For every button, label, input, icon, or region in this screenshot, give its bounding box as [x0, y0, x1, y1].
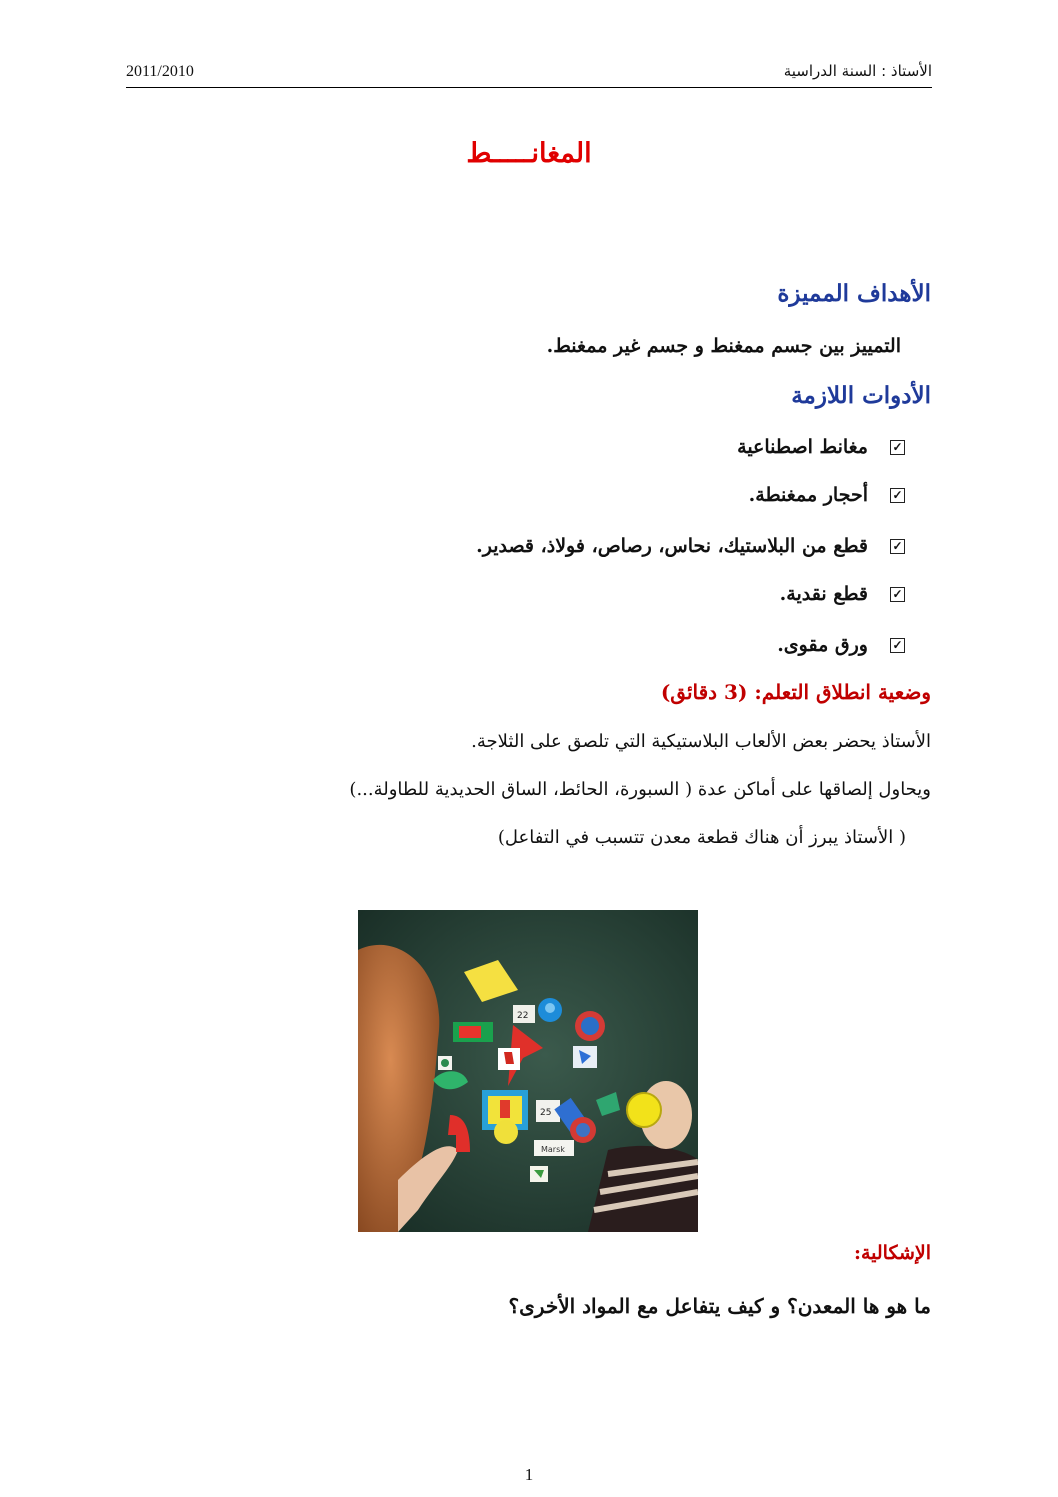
- tool-item: [780, 583, 905, 605]
- checkbox-icon: ✓: [890, 440, 905, 455]
- header-teacher-year: الأستاذ : السنة الدراسية: [783, 62, 932, 80]
- tool-label: أحجار ممغنطة.: [748, 484, 868, 506]
- objective-text: التمييز بين جسم ممغنط و جسم غير ممغنط.: [546, 335, 901, 357]
- checkbox-icon: ✓: [890, 638, 905, 653]
- page-number: 1: [524, 1465, 534, 1484]
- tool-label: مغانط اصطناعية: [737, 436, 868, 458]
- tool-label: ورق مقوى.: [777, 634, 868, 656]
- objectives-heading: الأهداف المميزة: [777, 280, 931, 307]
- problem-text: ما هو ها المعدن؟ و كيف يتفاعل مع المواد الأخرى؟: [508, 1294, 931, 1318]
- checkbox-icon: ✓: [890, 587, 905, 602]
- page-title: المغانـــــط: [466, 138, 592, 169]
- checkbox-icon: ✓: [890, 488, 905, 503]
- header-school-year: 2011/2010: [126, 63, 194, 80]
- tools-heading: الأدوات اللازمة: [791, 382, 931, 409]
- tool-label: قطع نقدية.: [779, 583, 868, 605]
- checkbox-icon: ✓: [890, 539, 905, 554]
- tool-item: [737, 436, 905, 458]
- header-divider: [126, 87, 932, 88]
- launch-heading: وضعية انطلاق التعلم: (3 دقائق): [660, 680, 931, 704]
- tool-label: قطع من البلاستيك، نحاس، رصاص، فولاذ، قصدير.: [476, 535, 868, 557]
- launch-line: الأستاذ يحضر بعض الألعاب البلاستيكية التي تلصق على الثلاجة.: [471, 731, 931, 752]
- photo-illustration: [358, 910, 698, 1232]
- tool-item: [777, 634, 905, 656]
- magnets-photo: [358, 910, 698, 1232]
- launch-line: ويحاول إلصاقها على أماكن عدة ( السبورة، الحائط، الساق الحديدية للطاولة...): [349, 779, 931, 800]
- card-number-label: 25: [540, 1108, 552, 1118]
- launch-line: ( الأستاذ يبرز أن هناك قطعة معدن تتسبب في التفاعل): [497, 827, 906, 848]
- tool-item: [476, 535, 905, 557]
- card-number-label: 22: [517, 1011, 529, 1021]
- card-text-label: Marsk: [541, 1145, 565, 1154]
- problem-heading: الإشكالية:: [853, 1242, 931, 1264]
- tool-item: [749, 484, 905, 506]
